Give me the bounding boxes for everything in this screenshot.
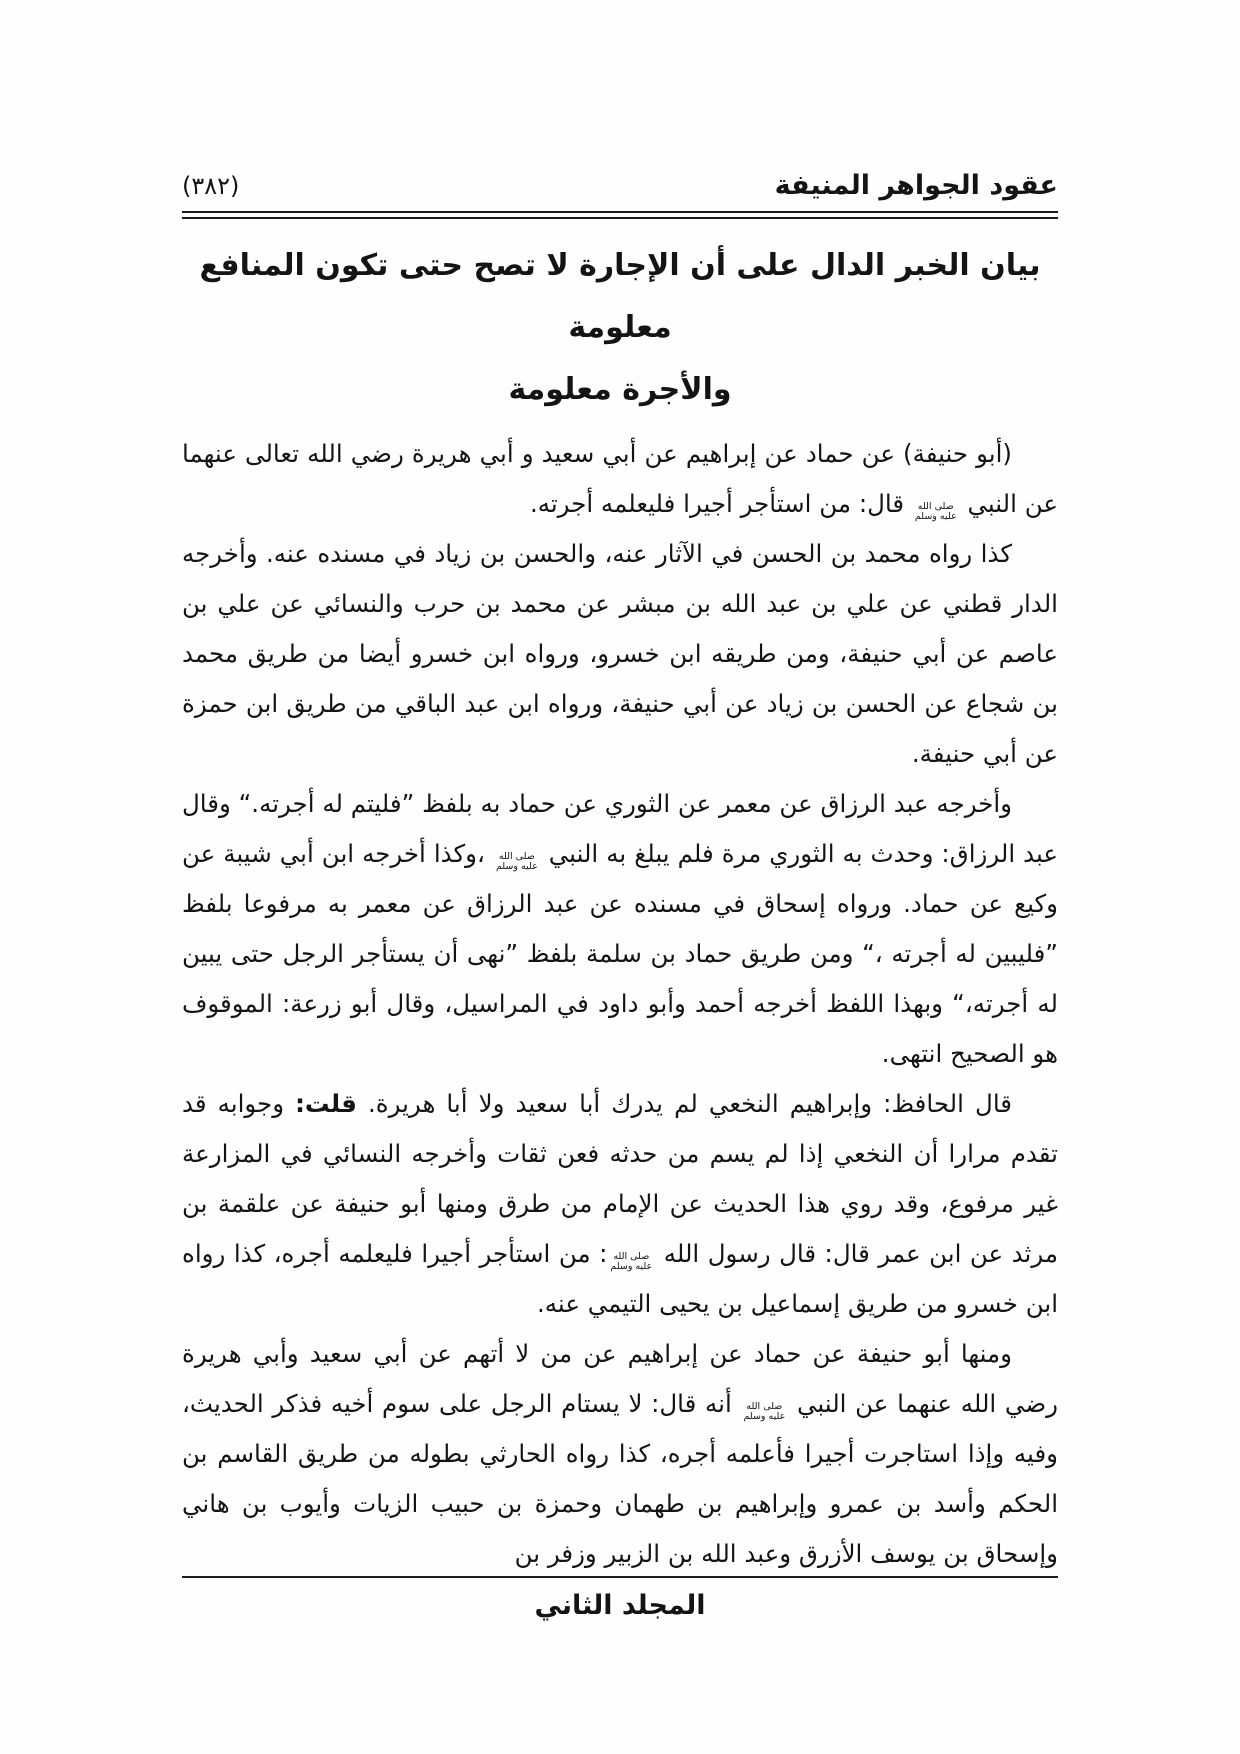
pbuh-ligature-icon: صلى الله عليه وسلم <box>743 1400 786 1422</box>
bold-text: قلت: <box>295 1089 357 1118</box>
pbuh-ligature-icon: صلى الله عليه وسلم <box>914 500 957 522</box>
chapter-title <box>182 235 1058 421</box>
body-paragraph: كذا رواه محمد بن الحسن في الآثار عنه، والحسن بن زياد في مسنده عنه. وأخرجه الدار قطني عن علي بن عبد الله بن مبشر عن محمد بن حرب والنسائي عن علي بن عاصم عن أبي حنيفة، ومن طريقه ابن خسرو، ورواه ابن خسرو أيضا من طريق محمد بن شجاع عن الحسن بن زياد عن أبي حنيفة، ورواه ابن عبد الباقي من طريق ابن حمزة عن أبي حنيفة. <box>182 539 1058 768</box>
footer-rule <box>182 1576 1058 1578</box>
body-paragraph: ومنها أبو حنيفة عن حماد عن إبراهيم عن من لا أتهم عن أبي سعيد وأبي هريرة رضي الله عنهما عن النبي صلى الله عليه وسلم أنه قال: لا يستام الرجل على سوم أخيه فذكر الحديث، وفيه وإذا استاجرت أجيرا فأعلمه أجره، كذا رواه الحارثي بطوله من طريق القاسم بن الحكم وأسد بن عمرو وإبراهيم بن طهمان وحمزة بن حبيب الزيات وأيوب بن هاني وإسحاق بن يوسف الأزرق وعبد الله بن الزبير وزفر بن <box>182 1339 1058 1568</box>
volume-label: المجلد الثاني <box>534 1590 706 1621</box>
pbuh-ligature-icon: صلى الله عليه وسلم <box>610 1250 653 1272</box>
chapter-title-line1: بيان الخبر الدال على أن الإجارة لا تصح حتى تكون المنافع معلومة <box>199 248 1041 345</box>
body-paragraph: وأخرجه عبد الرزاق عن معمر عن الثوري عن حماد به بلفظ ”فليتم له أجرته.“ وقال عبد الرزاق: وحدث به الثوري مرة فلم يبلغ به النبي صلى الله عليه وسلم ،وكذا أخرجه ابن أبي شيبة عن وكيع عن حماد. ورواه إسحاق في مسنده عن عبد الرزاق عن معمر به مرفوعا بلفظ ”فليبين له أجرته ،“ ومن طريق حماد بن سلمة بلفظ ”نهى أن يستأجر الرجل حتى يبين له أجرته،“ وبهذا اللفظ أخرجه أحمد وأبو داود في المراسيل، وقال أبو زرعة: الموقوف هو الصحيح انتهى. <box>182 789 1059 1068</box>
body-text <box>182 429 1058 1579</box>
body-paragraph: قال الحافظ: وإبراهيم النخعي لم يدرك أبا سعيد ولا أبا هريرة. قلت: وجوابه قد تقدم مرارا أن النخعي إذا لم يسم من حدثه فعن ثقات وأخرجه النسائي في المزارعة غير مرفوع، وقد روي هذا الحديث عن الإمام من طرق ومنها أبو حنيفة عن علقمة بن مرثد عن ابن عمر قال: قال رسول الله صلى الله عليه وسلم : من استأجر أجيرا فليعلمه أجره، كذا رواه ابن خسرو من طريق إسماعيل بن يحيى التيمي عنه. <box>182 1089 1058 1318</box>
page-footer <box>182 1576 1058 1621</box>
header-rule <box>182 211 1058 219</box>
page-header <box>182 170 1058 201</box>
body-paragraph: (أبو حنيفة) عن حماد عن إبراهيم عن أبي سعيد و أبي هريرة رضي الله تعالى عنهما عن النبي صلى الله عليه وسلم قال: من استأجر أجيرا فليعلمه أجرته. <box>182 439 1058 522</box>
page-number: (٣٨٢) <box>182 172 240 200</box>
chapter-title-line2: والأجرة معلومة <box>508 372 732 407</box>
book-title: عقود الجواهر المنيفة <box>774 170 1058 201</box>
pbuh-ligature-icon: صلى الله عليه وسلم <box>495 850 538 872</box>
